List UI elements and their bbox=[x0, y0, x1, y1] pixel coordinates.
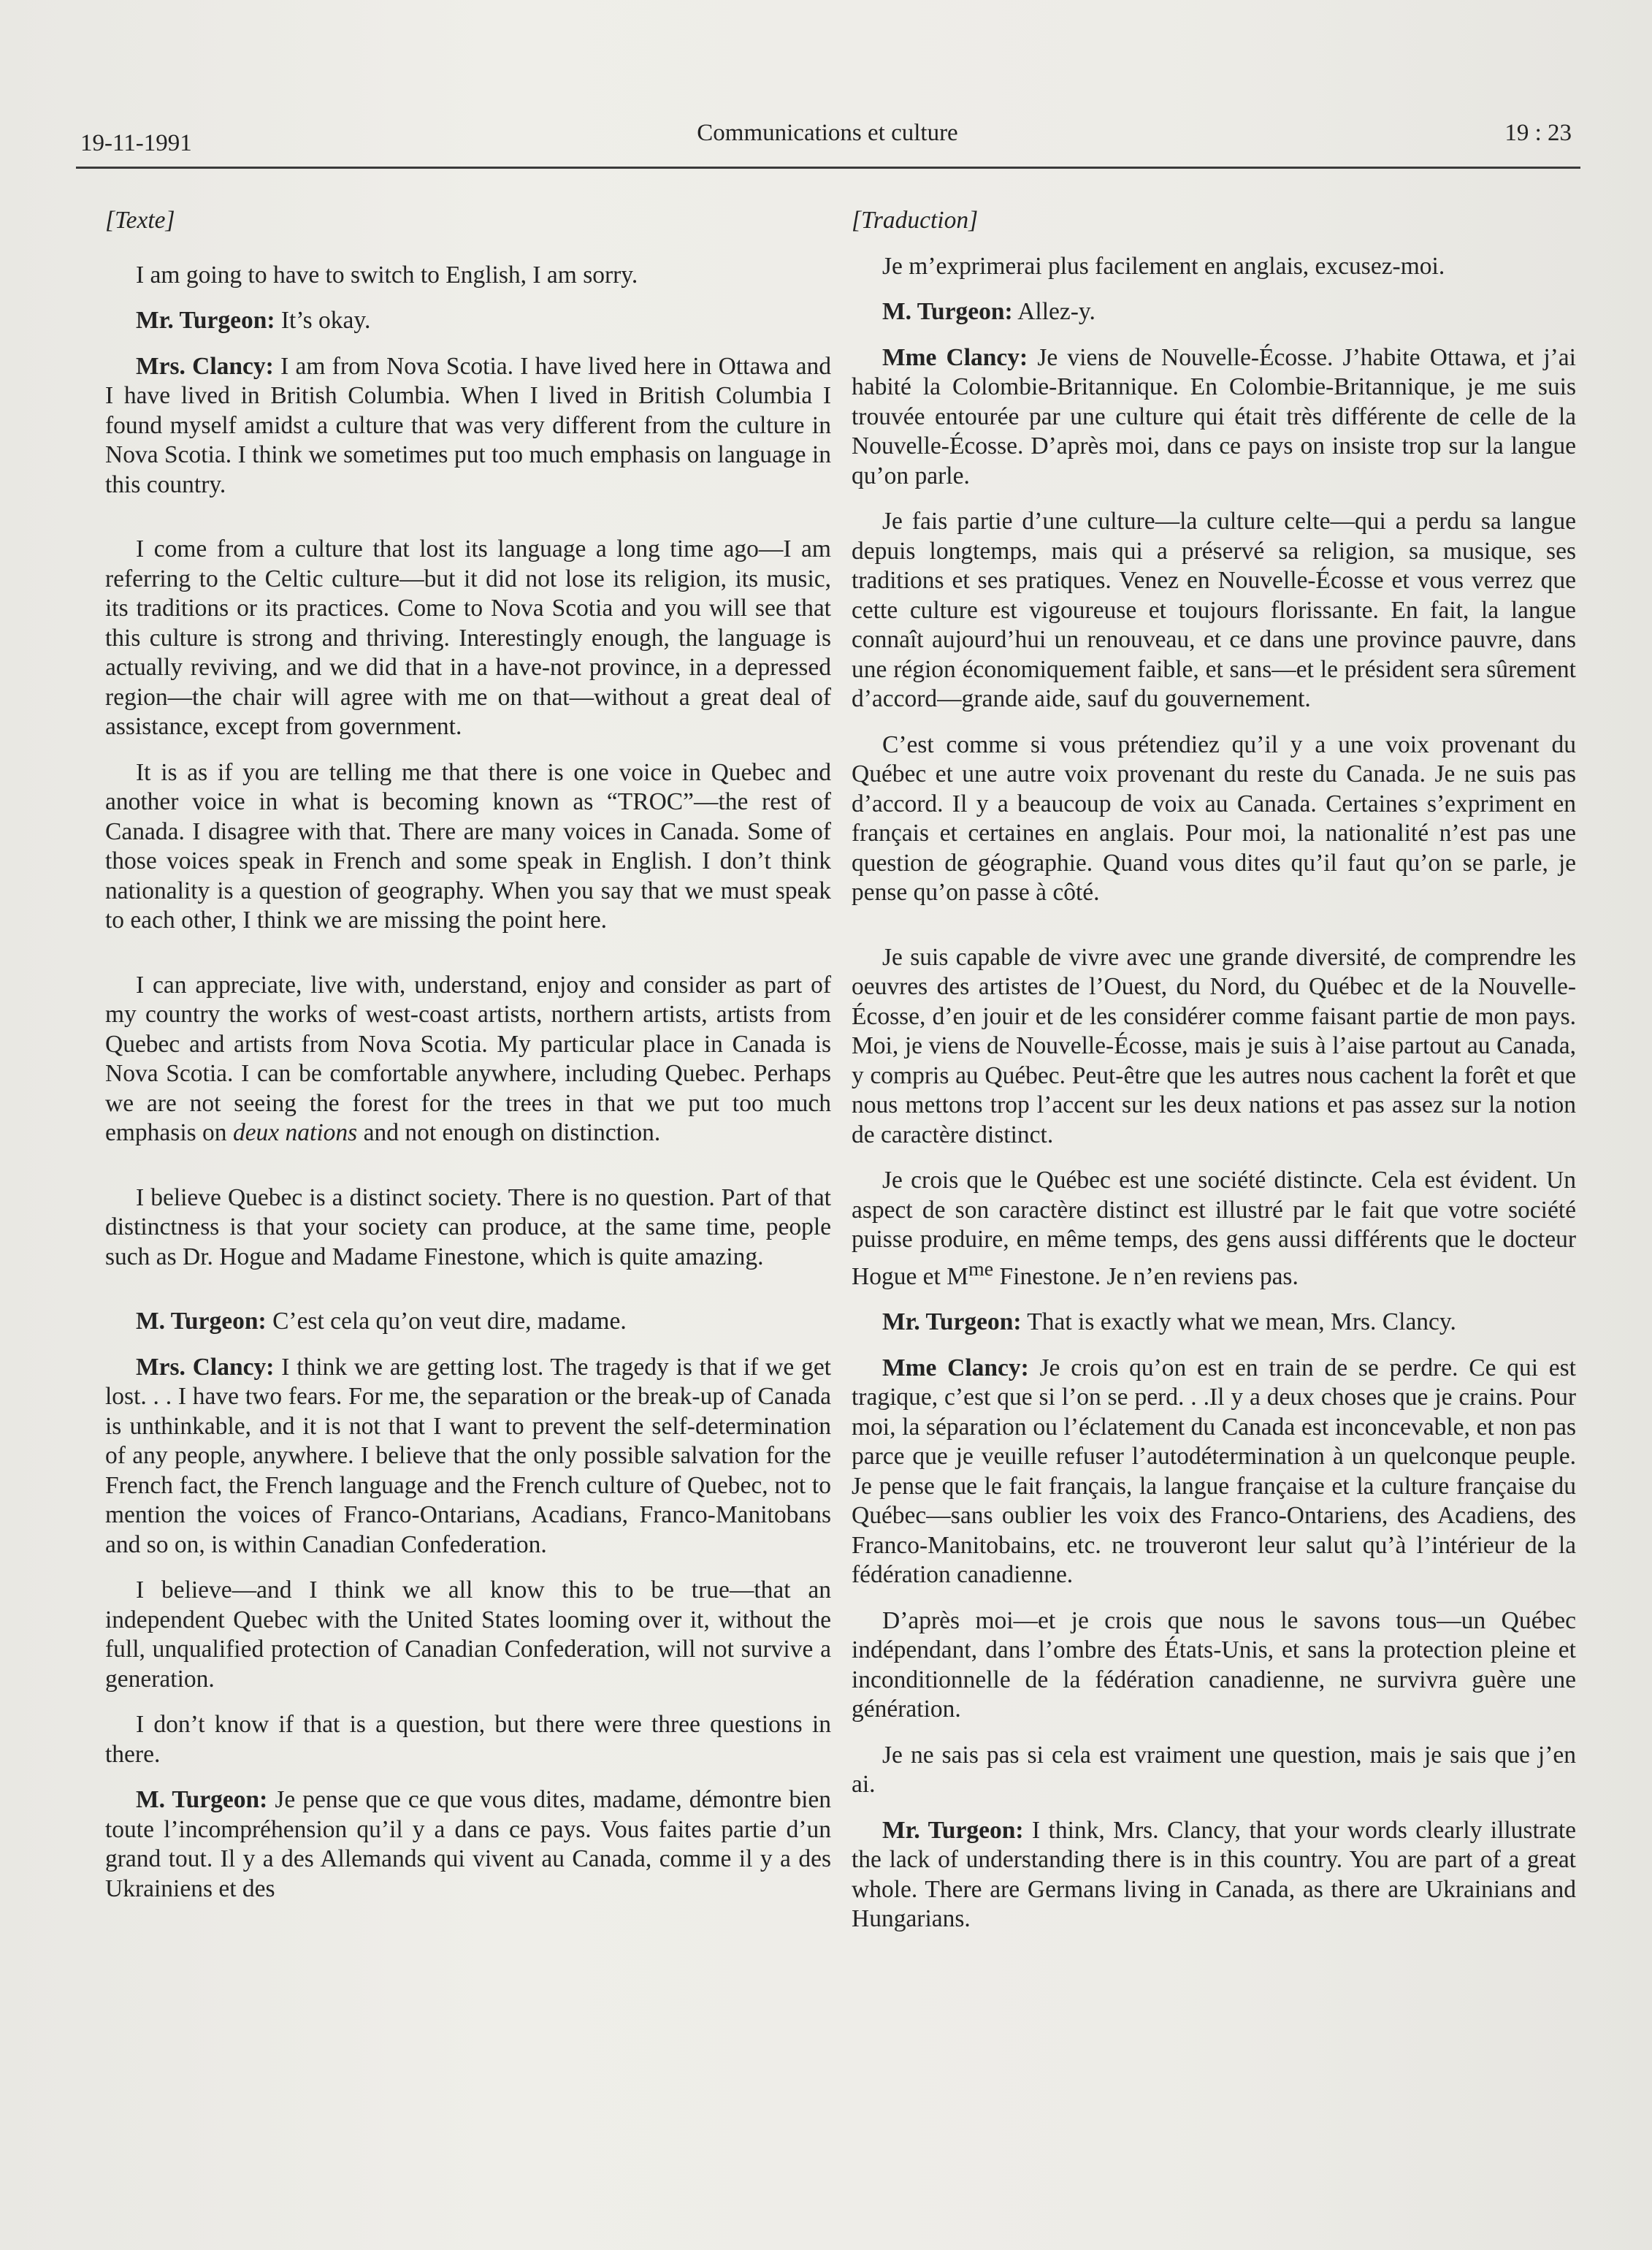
paragraph: I come from a culture that lost its language a long time ago—I am referring to the Celtic culture—but it did not lose its religion, its music, its traditions or its practices. Come to Nova Scotia and you will see that this culture is strong and thriving. Interestingly enough, the language is actually reviving, and we did that in a have-not province, in a depressed region—the chair will agree with me on that—without a great deal of assistance, except from government. bbox=[105, 535, 831, 740]
paragraph: M. Turgeon: Allez-y. bbox=[882, 298, 1095, 325]
header-title: Communications et culture bbox=[697, 120, 958, 146]
paragraph: Mr. Turgeon: That is exactly what we mean, Mrs. Clancy. bbox=[882, 1308, 1456, 1336]
paragraph: Mr. Turgeon: It’s okay. bbox=[136, 307, 371, 334]
speaker-name: Mr. Turgeon: bbox=[882, 1308, 1022, 1336]
paragraph: I don’t know if that is a question, but there were three questions in there. bbox=[105, 1711, 831, 1768]
paragraph: M. Turgeon: C’est cela qu’on veut dire, madame. bbox=[136, 1308, 627, 1335]
right-column bbox=[852, 206, 1576, 1934]
left-column bbox=[105, 206, 831, 1904]
speaker-name: M. Turgeon: bbox=[136, 1308, 267, 1335]
paragraph: M. Turgeon: Je pense que ce que vous dites, madame, démontre bien toute l’incompréhension qu’il y a dans ce pays. Vous faites partie d’un grand tout. Il y a des Allemands qui vivent au Canada, comme il y a des Ukrainiens et des bbox=[105, 1786, 831, 1902]
speaker-name: Mr. Turgeon: bbox=[136, 307, 275, 334]
page-header bbox=[79, 115, 1576, 159]
paragraph: I am going to have to switch to English, I am sorry. bbox=[136, 261, 638, 289]
paragraph: It is as if you are telling me that there is one voice in Quebec and another voice in what is becoming known as “TROC”—the rest of Canada. I disagree with that. There are many voices in Canada. Some of those voices speak in French and some speak in English. I don’t think nationality is a question of geography. When you say that we must speak to each other, I think we are missing the point here. bbox=[105, 758, 831, 934]
paragraph: Je m’exprimerai plus facilement en anglais, excusez-moi. bbox=[882, 252, 1445, 280]
speaker-name: Mme Clancy: bbox=[882, 343, 1028, 371]
header-page-number: 19 : 23 bbox=[1504, 120, 1572, 146]
paragraph: Mrs. Clancy: I am from Nova Scotia. I have lived here in Ottawa and I have lived in British Columbia. When I lived in British Columbia I found myself amidst a culture that was very different from the culture in Nova Scotia. I think we sometimes put too much emphasis on language in this country. bbox=[105, 352, 831, 498]
speaker-name: Mme Clancy: bbox=[882, 1354, 1029, 1381]
paragraph: Mr. Turgeon: I think, Mrs. Clancy, that your words clearly illustrate the lack of understanding there is in this country. You are part of a great whole. There are Germans living in Canada, as there are Ukrainians and Hungarians. bbox=[852, 1816, 1576, 1933]
speaker-name: Mrs. Clancy: bbox=[136, 352, 274, 380]
speaker-name: Mrs. Clancy: bbox=[136, 1353, 275, 1381]
speaker-name: M. Turgeon: bbox=[136, 1786, 268, 1813]
paragraph: C’est comme si vous prétendiez qu’il y a une voix provenant du Québec et une autre voix provenant du reste du Canada. Je ne suis pas d’accord. Il y a beaucoup de voix au Canada. Certaines s’expriment en français et certaines en anglais. Pour moi, la nationalité n’est pas une question de géographie. Quand vous dites qu’il faut qu’on se parle, je pense qu’on passe à côté. bbox=[852, 731, 1576, 906]
paragraph: I believe—and I think we all know this to be true—that an independent Quebec with the United States looming over it, without the full, unqualified protection of Canadian Confederation, will not survive a generation. bbox=[105, 1576, 831, 1693]
column-label-texte: [Texte] bbox=[105, 207, 175, 234]
column-label-traduction: [Traduction] bbox=[852, 207, 979, 234]
header-date: 19-11-1991 bbox=[80, 130, 192, 156]
paragraph: Mme Clancy: Je crois qu’on est en train de se perdre. Ce qui est tragique, c’est que si l’on se perd. . .Il y a deux choses que je crains. Pour moi, la séparation ou l’éclatement du Canada est inconcevable, et non pas parce que je veuille refuser l’autodétermination à un quelconque peuple. Je pense que le fait français, la langue française et la culture française du Québec—sans oublier les voix des Franco-Ontariens, des Acadiens, des Franco-Manitobains, etc. ne trouveront leur salut qu’à l’intérieur de la fédération canadienne. bbox=[852, 1354, 1576, 1589]
paragraph: I believe Quebec is a distinct society. There is no question. Part of that distinctness is that your society can produce, at the same time, people such as Dr. Hogue and Madame Finestone, which is quite amazing. bbox=[105, 1183, 831, 1270]
paragraph: Je fais partie d’une culture—la culture celte—qui a perdu sa langue depuis longtemps, mais qui a préservé sa religion, sa musique, ses traditions et ses pratiques. Venez en Nouvelle-Écosse et vous verrez que cette culture est vigoureuse et toujours florissante. En fait, la langue connaît aujourd’hui un renouveau, et ce dans une province pauvre, dans une région économiquement faible, et sans—et le président sera sûrement d’accord—grande aide, sauf du gouvernement. bbox=[852, 508, 1576, 712]
paragraph: Mme Clancy: Je viens de Nouvelle-Écosse. J’habite Ottawa, et j’ai habité la Colombie-Britannique. En Colombie-Britannique, je me suis trouvée entourée par une culture qui était très différente de celle de la Nouvelle-Écosse. D’après moi, dans ce pays on insiste trop sur la langue qu’on parle. bbox=[852, 343, 1576, 489]
paragraph: Je ne sais pas si cela est vraiment une question, mais je sais que j’en ai. bbox=[852, 1741, 1576, 1799]
paragraph: Je crois que le Québec est une société distincte. Cela est évident. Un aspect de son caractère distinct est illustré par le fait que votre société puisse produire, en même temps, des gens aussi différents que le docteur Hogue et $M^{me}$ Finestone. Je n’en reviens pas. bbox=[852, 1167, 1576, 1290]
paragraph: Mrs. Clancy: I think we are getting lost. The tragedy is that if we get lost. . . I have two fears. For me, the separation or the break-up of Canada is unthinkable, and it is not that I want to prevent the self-determination of any people, anywhere. I believe that the only possible salvation for the French fact, the French language and the French culture of Quebec, not to mention the voices of Franco-Ontarians, Acadians, Franco-Manitobans and so on, is within Canadian Confederation. bbox=[105, 1353, 831, 1558]
speaker-name: Mr. Turgeon: bbox=[882, 1816, 1024, 1844]
header-rule bbox=[76, 167, 1580, 169]
paragraph: D’après moi—et je crois que nous le savons tous—un Québec indépendant, dans l’ombre des États-Unis, et sans la protection pleine et inconditionnelle de la fédération canadienne, ne survivra guère une génération. bbox=[852, 1606, 1576, 1723]
paragraph: Je suis capable de vivre avec une grande diversité, de comprendre les oeuvres des artistes de l’Ouest, du Nord, du Québec et de la Nouvelle-Écosse, d’en jouir et de les considérer comme faisant partie de mon pays. Moi, je viens de Nouvelle-Écosse, mais je suis à l’aise partout au Canada, y compris au Québec. Peut-être que les autres nous cachent la forêt et que nous mettons trop l’accent sur les deux nations et pas assez sur la notion de caractère distinct. bbox=[852, 943, 1576, 1148]
paragraph: I can appreciate, live with, understand, enjoy and consider as part of my country the works of west-coast artists, northern artists, artists from Quebec and artists from Nova Scotia. My particular place in Canada is Nova Scotia. I can be comfortable anywhere, including Quebec. Perhaps we are not seeing the forest for the trees in that we put too much emphasis on deux nations and not enough on distinction. bbox=[105, 971, 831, 1146]
speaker-name: M. Turgeon: bbox=[882, 298, 1013, 325]
